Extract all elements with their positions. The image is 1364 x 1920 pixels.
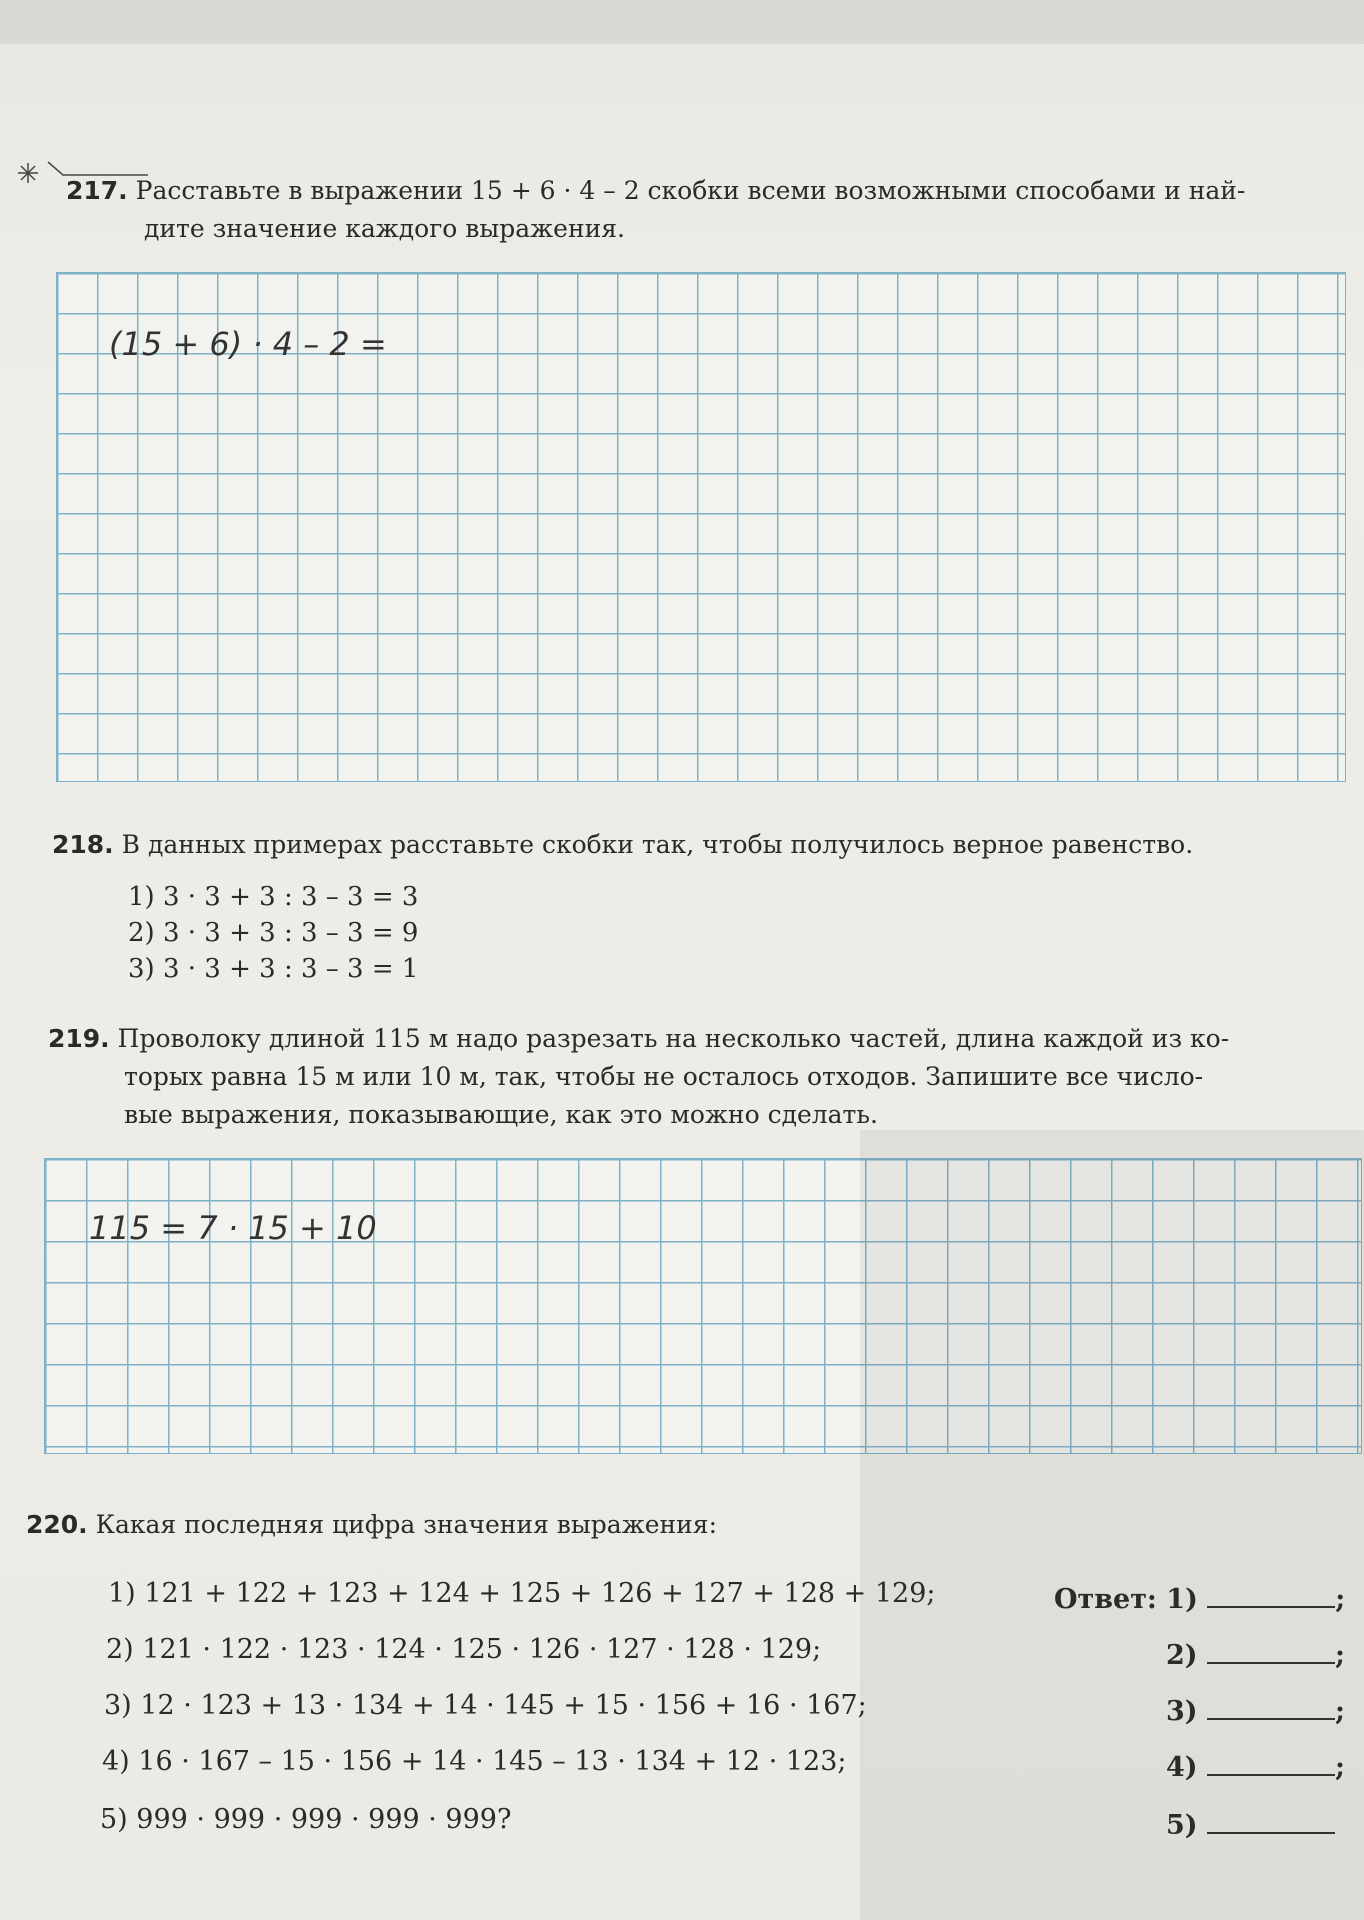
list-item: 4) 16 · 167 – 15 · 156 + 14 · 145 – 13 · 134 + 12 · 123; — [102, 1746, 847, 1777]
list-item: 5) 999 · 999 · 999 · 999 · 999? — [100, 1804, 512, 1835]
answer-row-3 — [1166, 1696, 1345, 1727]
task-text-line1: Расставьте в выражении 15 + 6 · 4 – 2 скобки всеми возможными способами и най- — [135, 176, 1246, 205]
answer-separator: ; — [1335, 1584, 1346, 1615]
answer-row-2 — [1166, 1640, 1345, 1671]
task-number: 219. — [48, 1024, 110, 1053]
list-item: 2) 121 · 122 · 123 · 124 · 125 · 126 · 127 · 128 · 129; — [106, 1634, 822, 1665]
task-217 — [66, 172, 1336, 248]
answer-blank[interactable] — [1207, 1717, 1335, 1720]
task-text-line2: торых равна 15 м или 10 м, так, чтобы не осталось отходов. Запишите все число- — [124, 1062, 1204, 1091]
task-text: Какая последняя цифра значения выражения: — [95, 1510, 718, 1539]
answer-separator: ; — [1334, 1752, 1345, 1783]
list-item: 1) 3 · 3 + 3 : 3 – 3 = 3 — [128, 882, 419, 912]
handwritten-example: (15 + 6) · 4 – 2 = — [109, 325, 387, 363]
answer-grid-217[interactable] — [56, 272, 1346, 782]
answer-separator: ; — [1334, 1640, 1345, 1671]
task-218 — [52, 826, 1342, 864]
task-219 — [48, 1020, 1348, 1134]
task-text-line2: дите значение каждого выражения. — [144, 214, 626, 243]
task-text-line3: вые выражения, показывающие, как это можно сделать. — [124, 1100, 878, 1129]
task-text-line1: Проволоку длиной 115 м надо разрезать на несколько частей, длина каждой из ко- — [117, 1024, 1230, 1053]
answer-grid-219[interactable] — [44, 1158, 1362, 1454]
answer-separator: ; — [1334, 1696, 1345, 1727]
list-item: 3) 3 · 3 + 3 : 3 – 3 = 1 — [128, 954, 419, 984]
answer-row-5 — [1166, 1810, 1335, 1841]
answer-number: 2) — [1166, 1640, 1198, 1671]
answer-blank[interactable] — [1207, 1831, 1335, 1834]
answer-number: 1) — [1166, 1584, 1198, 1615]
task-number: 217. — [66, 176, 128, 205]
task-number: 220. — [26, 1510, 88, 1539]
answer-blank[interactable] — [1207, 1605, 1335, 1608]
answer-blank[interactable] — [1207, 1773, 1335, 1776]
answer-label: Ответ: — [1054, 1584, 1157, 1615]
task-number: 218. — [52, 830, 114, 859]
task-text: В данных примерах расставьте скобки так, чтобы получилось верное равенство. — [121, 830, 1194, 859]
answer-row-1 — [1054, 1584, 1345, 1615]
handwritten-example: 115 = 7 · 15 + 10 — [89, 1209, 377, 1247]
task-220 — [26, 1506, 1326, 1544]
answer-number: 5) — [1166, 1810, 1198, 1841]
list-item: 2) 3 · 3 + 3 : 3 – 3 = 9 — [128, 918, 419, 948]
list-item: 1) 121 + 122 + 123 + 124 + 125 + 126 + 127 + 128 + 129; — [108, 1578, 936, 1609]
answer-row-4 — [1166, 1752, 1345, 1783]
list-item: 3) 12 · 123 + 13 · 134 + 14 · 145 + 15 · 156 + 16 · 167; — [104, 1690, 867, 1721]
answer-number: 3) — [1166, 1696, 1198, 1727]
answer-number: 4) — [1166, 1752, 1198, 1783]
page-top-edge — [0, 0, 1364, 44]
answer-blank[interactable] — [1207, 1661, 1335, 1664]
